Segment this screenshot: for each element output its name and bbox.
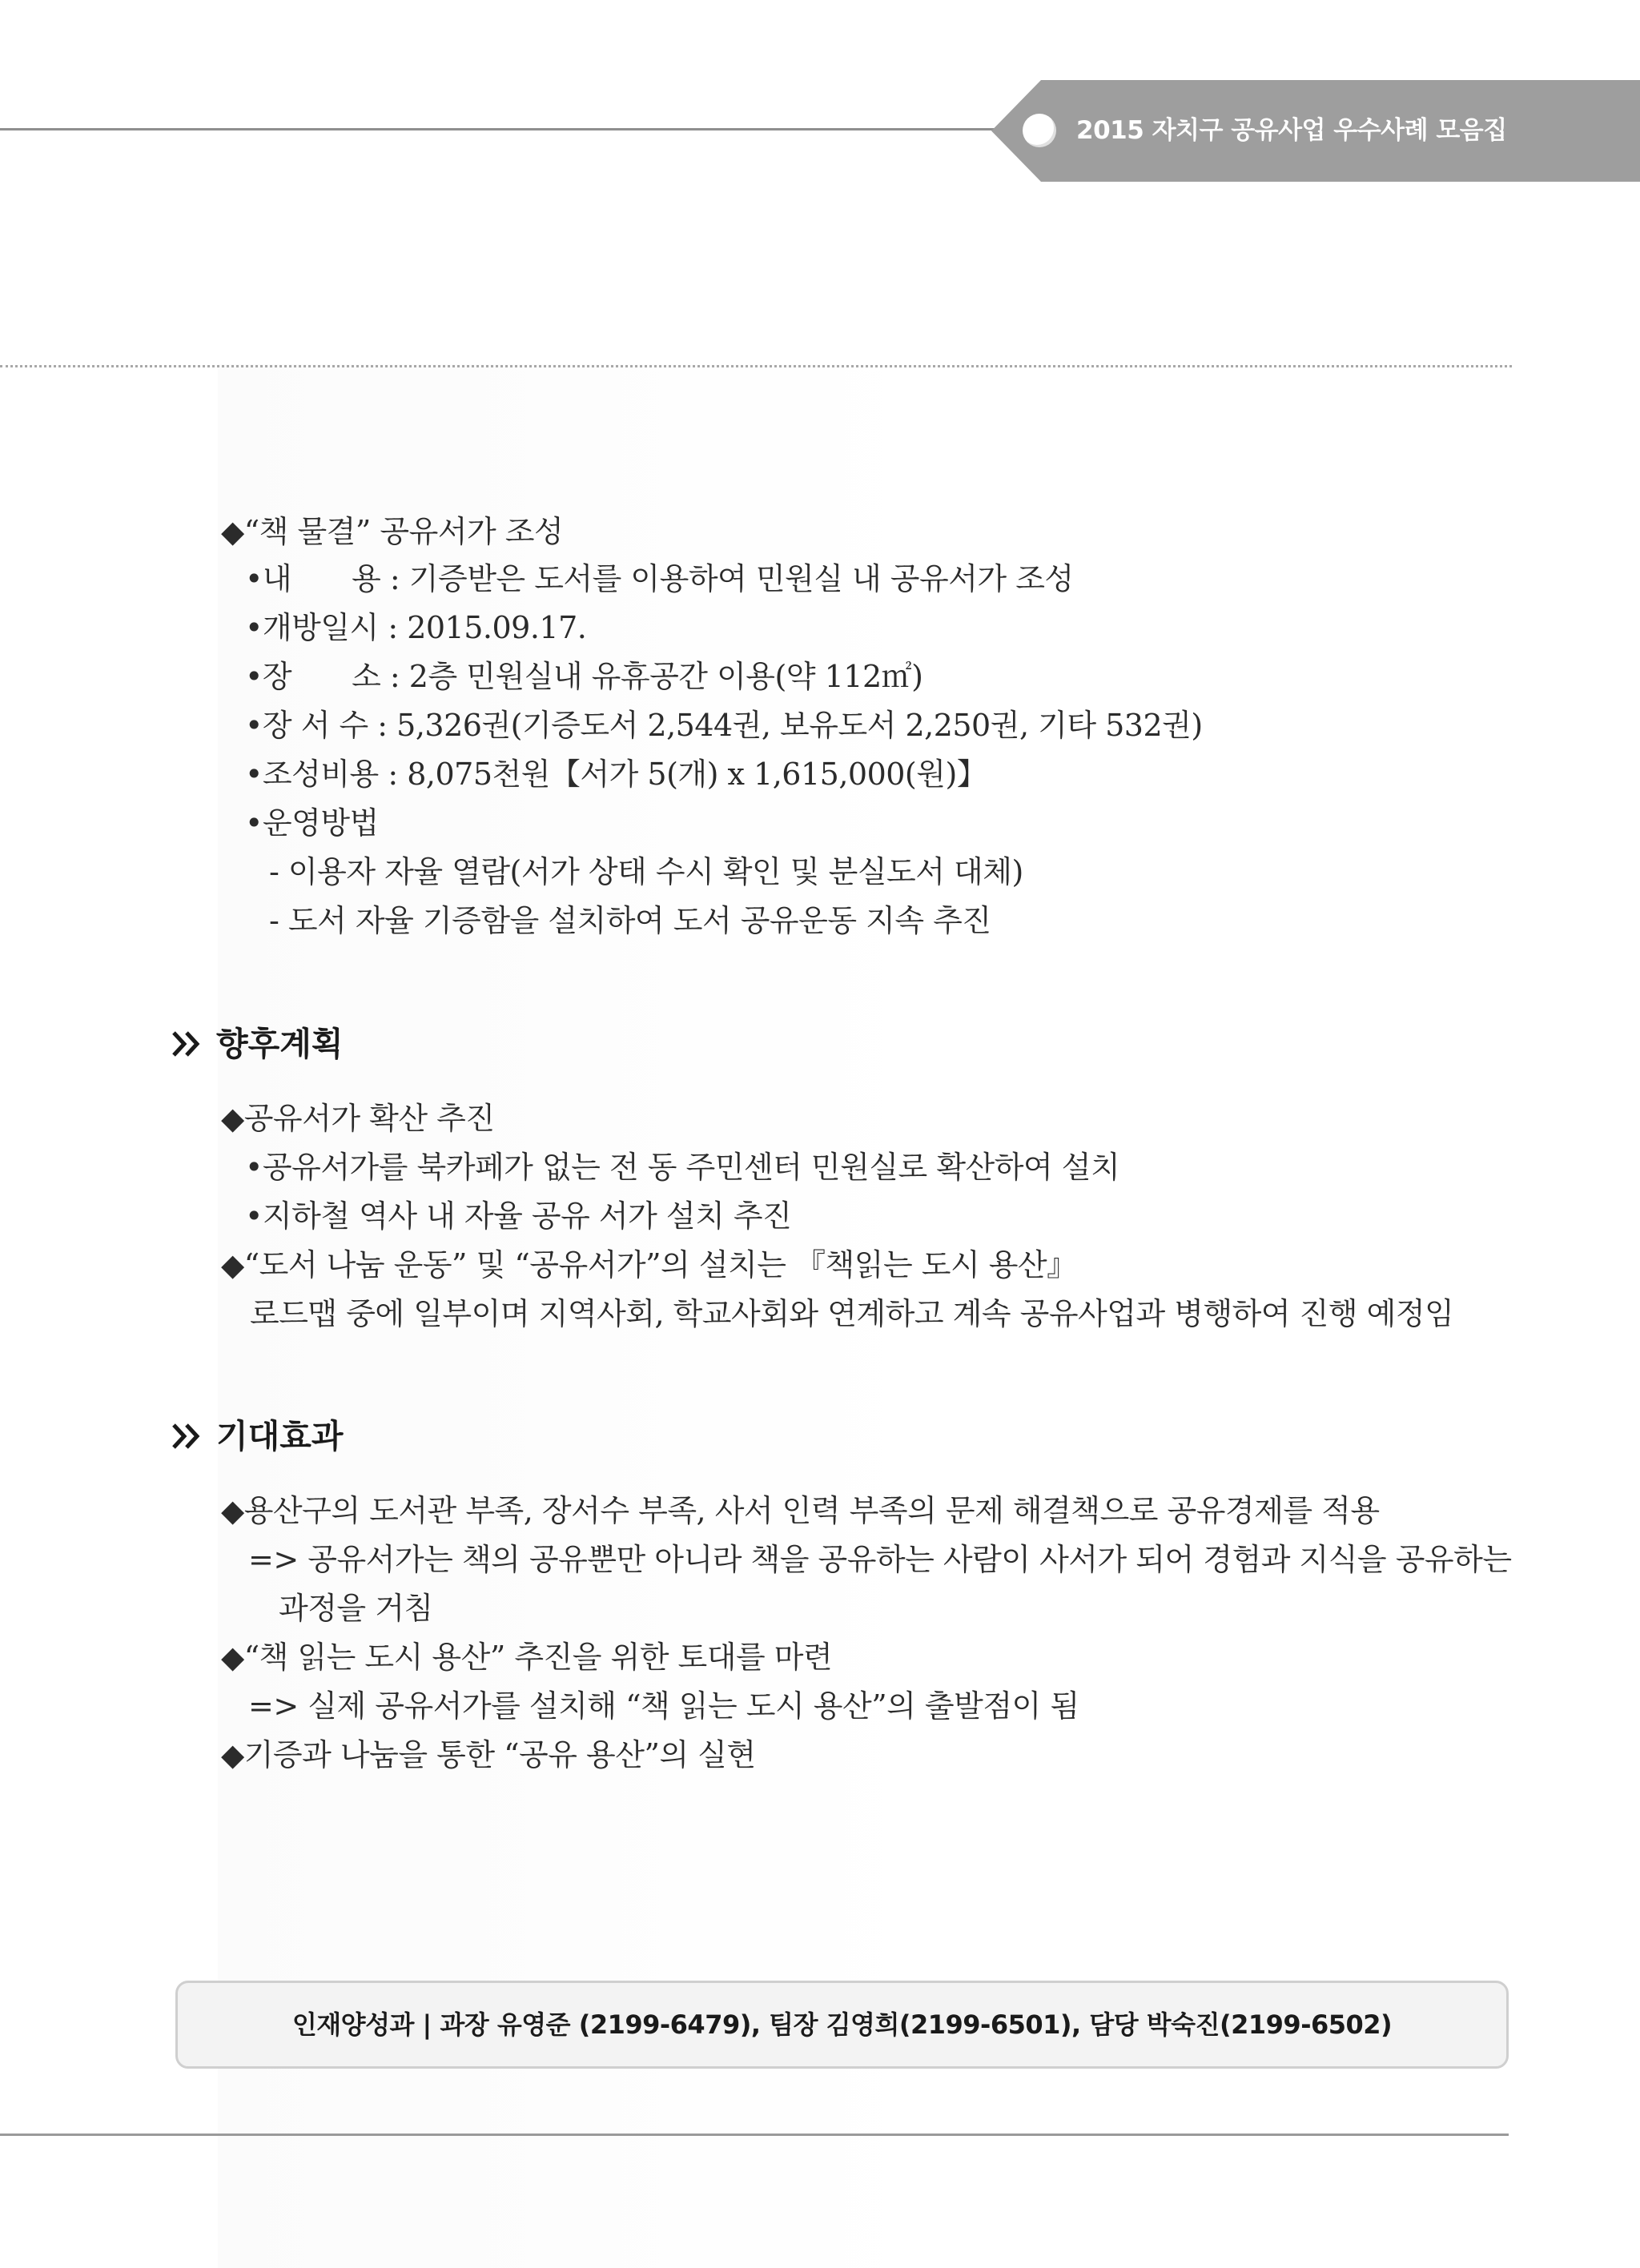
header-title: 2015 자치구 공유사업 우수사례 모음집 [1076, 116, 1507, 145]
intro-subitem: - 도서 자율 기증함을 설치하여 도서 공유운동 지속 추진 [269, 903, 991, 938]
double-chevron-icon [171, 1422, 205, 1451]
effect-line: => 공유서가는 책의 공유뿐만 아니라 책을 공유하는 사람이 사서가 되어 경험과 지식을 공유하는 [248, 1542, 1512, 1577]
header-rule [0, 128, 1017, 130]
intro-title: ◆“책 물결” 공유서가 조성 [221, 514, 564, 549]
effect-line: ◆“책 읽는 도시 용산” 추진을 위한 토대를 마련 [221, 1640, 833, 1675]
footer-rule [0, 2134, 1509, 2136]
section-heading-effect [171, 1415, 343, 1458]
plan-line: •지하철 역사 내 자율 공유 서가 설치 추진 [245, 1198, 792, 1234]
section-title: 기대효과 [216, 1417, 344, 1455]
double-chevron-icon [171, 1030, 205, 1058]
intro-item: •장 소 : 2층 민원실내 유휴공간 이용(약 112㎡) [245, 659, 923, 694]
header-bullet-icon [1023, 114, 1056, 147]
effect-line: ◆기증과 나눔을 통한 “공유 용산”의 실현 [221, 1737, 756, 1772]
section-title: 향후계획 [216, 1025, 344, 1063]
plan-line: ◆공유서가 확산 추진 [221, 1101, 495, 1136]
intro-item: •조성비용 : 8,075천원【서가 5(개) x 1,615,000(원)】 [245, 757, 987, 792]
effect-line: ◆용산구의 도서관 부족, 장서수 부족, 사서 인력 부족의 문제 해결책으로 공유경제를 적용 [221, 1493, 1380, 1528]
intro-item: •내 용 : 기증받은 도서를 이용하여 민원실 내 공유서가 조성 [245, 561, 1074, 596]
intro-subitem: - 이용자 자율 열람(서가 상태 수시 확인 및 분실도서 대체) [269, 854, 1023, 889]
intro-item: •개방일시 : 2015.09.17. [245, 610, 587, 645]
effect-line: 과정을 거침 [279, 1591, 433, 1626]
section-heading-plan [171, 1022, 343, 1066]
plan-line: •공유서가를 북카페가 없는 전 동 주민센터 민원실로 확산하여 설치 [245, 1150, 1120, 1185]
plan-line: ◆“도서 나눔 운동” 및 “공유서가”의 설치는 『책읽는 도시 용산』 [221, 1247, 1077, 1283]
intro-item: •운영방법 [245, 805, 379, 841]
effect-line: => 실제 공유서가를 설치해 “책 읽는 도시 용산”의 출발점이 됨 [248, 1688, 1079, 1724]
contact-text: 인재양성과 | 과장 유영준 (2199-6479), 팀장 김영희(2199-6501), 담당 박숙진(2199-6502) [291, 2009, 1393, 2040]
dotted-divider [0, 365, 1512, 367]
contact-box [175, 1981, 1509, 2069]
intro-item: •장 서 수 : 5,326권(기증도서 2,544권, 보유도서 2,250권, 기타 532권) [245, 708, 1203, 743]
plan-line: 로드맵 중에 일부이며 지역사회, 학교사회와 연계하고 계속 공유사업과 병행하여 진행 예정임 [250, 1296, 1454, 1331]
